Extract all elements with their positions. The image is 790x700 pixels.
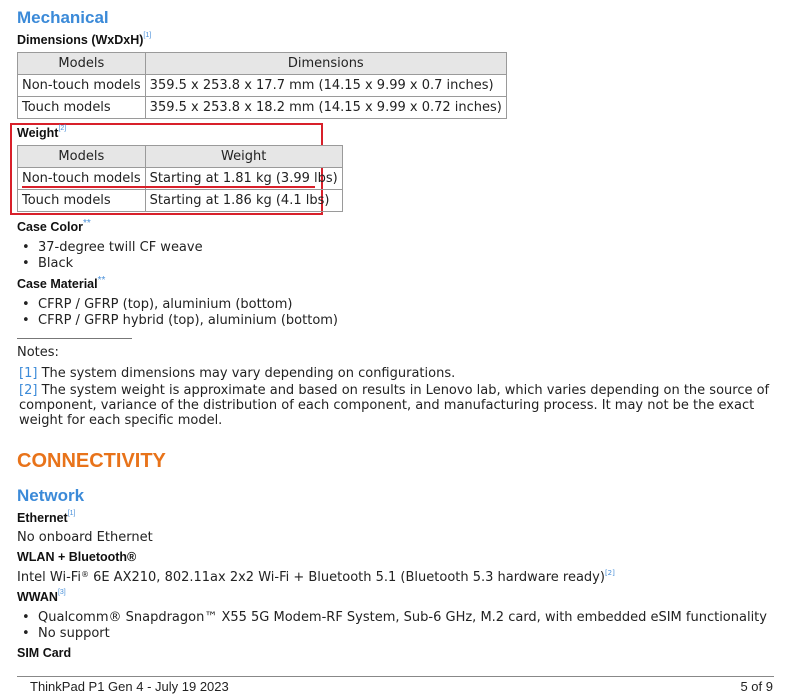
cell-model: Non-touch models [18, 168, 146, 190]
column-header-weight: Weight [145, 146, 342, 168]
weight-ref-link[interactable]: [2] [58, 125, 67, 132]
bullet-icon: • [22, 255, 30, 271]
case-material-list [22, 297, 338, 328]
wwan-ref-link[interactable]: [3] [57, 589, 66, 596]
cell-weight: Starting at 1.86 kg (4.1 lbs) [145, 190, 342, 212]
ethernet-ref-link[interactable]: [1] [67, 510, 76, 517]
wlan-ref-link[interactable]: [2] [604, 569, 615, 577]
note-ref-link[interactable]: [2] [19, 383, 38, 398]
list-item [22, 610, 767, 626]
case-material-heading-text: Case Material [17, 277, 98, 291]
list-item-text: CFRP / GFRP hybrid (top), aluminium (bottom) [38, 312, 339, 328]
wwan-heading-text: WWAN [17, 590, 58, 604]
case-material-heading [17, 277, 105, 291]
ethernet-heading [17, 511, 76, 525]
table-header-row [18, 146, 343, 168]
wlan-text-post: 6E AX210, 802.11ax 2x2 Wi-Fi + Bluetooth 5.1 (Bluetooth 5.3 hardware ready) [88, 570, 605, 585]
notes-label: Notes: [17, 345, 59, 360]
note-text: The system dimensions may vary depending on configurations. [41, 366, 456, 381]
case-color-list [22, 240, 203, 271]
list-item-text: Qualcomm® Snapdragon™ X55 5G Modem-RF System, Sub-6 GHz, M.2 card, with embedded eSIM functionality [38, 610, 767, 625]
section-title-network: Network [17, 486, 85, 505]
dimensions-heading [17, 33, 151, 47]
wwan-heading [17, 590, 66, 604]
bullet-icon: • [22, 312, 30, 328]
footer-document-title: ThinkPad P1 Gen 4 - July 19 2023 [30, 679, 229, 694]
list-item-text: 37-degree twill CF weave [38, 240, 203, 255]
list-item [22, 297, 338, 313]
column-header-models: Models [18, 146, 146, 168]
list-item [22, 626, 767, 642]
case-color-mark: ** [83, 218, 91, 229]
column-header-dimensions: Dimensions [145, 53, 506, 75]
sim-card-heading: SIM Card [17, 646, 72, 660]
footer-page-number: 5 of 9 [740, 679, 773, 694]
wlan-heading: WLAN + Bluetooth® [17, 550, 137, 564]
cell-model: Touch models [18, 190, 146, 212]
section-title-mechanical: Mechanical [17, 8, 109, 27]
dimensions-ref-link[interactable]: [1] [143, 32, 152, 39]
table-header-row [18, 53, 507, 75]
bullet-icon: • [22, 297, 30, 312]
bullet-icon: • [22, 610, 30, 625]
list-item-text: No support [38, 625, 110, 641]
dimensions-table [17, 52, 507, 119]
table-row [18, 97, 507, 119]
ethernet-value: No onboard Ethernet [17, 530, 153, 545]
case-color-heading-text: Case Color [17, 220, 83, 234]
weight-table [17, 145, 343, 212]
list-item-text: Black [38, 255, 74, 271]
cell-dimensions: 359.5 x 253.8 x 17.7 mm (14.15 x 9.99 x 0.7 inches) [145, 75, 506, 97]
wwan-list [22, 610, 767, 641]
weight-heading-text: Weight [17, 126, 59, 140]
table-row [18, 75, 507, 97]
table-row [18, 190, 343, 212]
cell-model: Touch models [18, 97, 146, 119]
dimensions-heading-text: Dimensions (WxDxH) [17, 33, 144, 47]
bullet-icon: • [22, 625, 30, 641]
cell-weight: Starting at 1.81 kg (3.99 lbs) [145, 168, 342, 190]
column-header-models: Models [18, 53, 146, 75]
list-item [22, 240, 203, 256]
registered-mark: ® [80, 570, 89, 579]
case-color-heading [17, 220, 91, 234]
notes-divider [17, 338, 132, 339]
case-material-mark: ** [97, 275, 106, 286]
section-title-connectivity: CONNECTIVITY [17, 450, 166, 472]
note-text: The system weight is approximate and based on results in Lenovo lab, which varies depending on the source of component, variance of the distribution of each component, and manufacturing process. It may not be the exact weight for each specific model. [19, 383, 770, 428]
note-ref-link[interactable]: [1] [19, 366, 38, 381]
footer-divider [17, 676, 774, 677]
note-item [19, 366, 779, 381]
cell-dimensions: 359.5 x 253.8 x 18.2 mm (14.15 x 9.99 x 0.72 inches) [145, 97, 506, 119]
cell-model: Non-touch models [18, 75, 146, 97]
wlan-value [17, 570, 615, 585]
list-item [22, 313, 338, 329]
list-item [22, 256, 203, 272]
note-item [19, 383, 779, 428]
weight-heading [17, 126, 66, 140]
bullet-icon: • [22, 240, 30, 255]
weight-red-underline [22, 186, 315, 188]
ethernet-heading-text: Ethernet [17, 511, 68, 525]
list-item-text: CFRP / GFRP (top), aluminium (bottom) [38, 297, 293, 312]
wlan-text-pre: Intel Wi-Fi [17, 570, 81, 585]
